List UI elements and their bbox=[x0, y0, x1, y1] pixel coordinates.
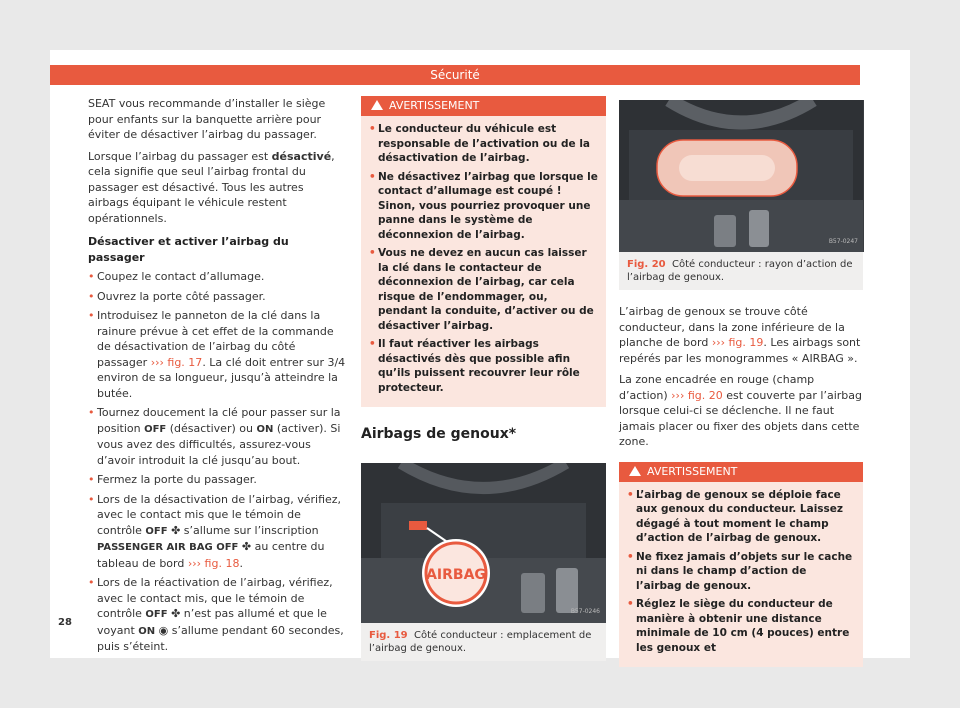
column-2 bbox=[361, 96, 606, 661]
step-6: • Lors de la désactivation de l’airbag, vérifiez, avec le contact mis que le témoin de contrôle OFF ✤ s’allume sur l’inscription PASSENGER AIR BAG OFF ✤ au centre du tableau de bord ››› fig. 18. bbox=[88, 492, 346, 572]
header-title: Sécurité bbox=[430, 68, 480, 82]
subheading: Désactiver et activer l’airbag du passager bbox=[88, 235, 289, 264]
knee-airbag-illustration bbox=[619, 100, 863, 252]
warning-item: • Ne fixez jamais d’objets sur le cache ni dans le champ d’action de l’airbag de genoux. bbox=[627, 550, 855, 594]
warning-item: • Il faut réactiver les airbags désactivés dès que possible afin qu’ils puissent recouvrer leur rôle protecteur. bbox=[369, 337, 598, 395]
section-title: Airbags de genoux* bbox=[361, 426, 517, 442]
on-symbol: ON bbox=[256, 423, 274, 435]
page-number: 28 bbox=[58, 617, 72, 628]
warning-triangle-icon bbox=[371, 100, 383, 110]
fig20-link[interactable]: ››› fig. 20 bbox=[671, 388, 723, 402]
figure-19-caption: Fig. 19 Côté conducteur : emplacement de l’airbag de genoux. bbox=[361, 623, 606, 661]
paragraph-deactivated: Lorsque l’airbag du passager est désactivé, cela signifie que seul l’airbag frontal du passager est désactivé. Tous les autres airbags équipant le véhicule restent opérationnels. bbox=[88, 149, 335, 225]
airbag-person-icon: ◉ bbox=[158, 623, 169, 637]
figure-19-image bbox=[361, 463, 606, 623]
warning-box-1 bbox=[361, 96, 606, 407]
figure-id: B57-0246 bbox=[570, 608, 600, 615]
figure-20-image bbox=[619, 100, 864, 252]
off-symbol: OFF bbox=[145, 525, 168, 537]
fig19-link[interactable]: ››› fig. 19 bbox=[711, 336, 764, 349]
fig18-link[interactable]: ››› fig. 18 bbox=[187, 556, 240, 570]
step-4: • Tournez doucement la clé pour passer sur la position OFF (désactiver) ou ON (activer). Si vous avez des difficultés, assurez-vous d’avoir introduit la clé jusqu’au bout. bbox=[88, 405, 346, 468]
step-3: • Introduisez le panneton de la clé dans la rainure prévue à cet effet de la commande de désactivation de l’airbag du côté passager ››› fig. 17. La clé doit entrer sur 3/4 environ de sa longueur, jusqu’à atteindre la butée. bbox=[88, 308, 346, 401]
off-symbol: OFF bbox=[144, 423, 167, 435]
airbag-label: AIRBAG bbox=[426, 566, 486, 583]
warning-header: AVERTISSEMENT bbox=[361, 96, 606, 116]
warning-item: • Le conducteur du véhicule est responsable de l’activation ou de la désactivation de l’airbag. bbox=[369, 122, 598, 166]
airbag-person-icon: ✤ bbox=[171, 523, 181, 537]
warning-item: • Réglez le siège du conducteur de manière à obtenir une distance minimale de 10 cm (4 pouces) entre les genoux et bbox=[627, 597, 855, 655]
figure-20-caption: Fig. 20 Côté conducteur : rayon d’action de l’airbag de genoux. bbox=[619, 252, 863, 290]
step-1: • Coupez le contact d’allumage. bbox=[88, 269, 346, 285]
car-interior-illustration bbox=[361, 463, 606, 623]
step-5: • Fermez la porte du passager. bbox=[88, 472, 346, 488]
figure-id: B57-0247 bbox=[828, 237, 858, 245]
step-2: • Ouvrez la porte côté passager. bbox=[88, 289, 346, 305]
warning-item: • Vous ne devez en aucun cas laisser la clé dans le contacteur de déconnexion de l’airbag, car cela risque de l’endommager, ou, pendant la conduite, d’activer ou de désactiver l’airbag. bbox=[369, 246, 598, 333]
warning-header: AVERTISSEMENT bbox=[619, 462, 863, 482]
warning-triangle-icon bbox=[629, 466, 641, 476]
warning-box-2 bbox=[619, 462, 863, 668]
intro-paragraph: SEAT vous recommande d’installer le siège pour enfants sur la banquette arrière pour éviter de désactiver l’airbag du passager. bbox=[88, 97, 326, 141]
on-symbol: ON bbox=[138, 625, 156, 637]
airbag-person-icon: ✤ bbox=[171, 607, 181, 620]
step-7: • Lors de la réactivation de l’airbag, vérifiez, avec le contact mis, que le témoin de contrôle OFF ✤ n’est pas allumé et que le voyant ON ◉ s’allume pendant 60 secondes, puis s’éteint. bbox=[88, 575, 346, 655]
paragraph-zone: La zone encadrée en rouge (champ d’action) ››› fig. 20 est couverte par l’airbag lorsque celui-ci se déclenche. Il ne faut jamais placer ou fixer des objets dans cette zone. bbox=[619, 373, 863, 448]
column-1 bbox=[88, 96, 346, 659]
fig17-link[interactable]: ››› fig. 17 bbox=[150, 355, 203, 369]
warning-item: • L’airbag de genoux se déploie face aux genoux du conducteur. Laissez dégagé à tout moment le champ d’action de l’airbag de genoux. bbox=[627, 488, 855, 546]
passenger-airbag-off-symbol: PASSENGER AIR BAG OFF bbox=[97, 542, 239, 553]
column-3 bbox=[619, 100, 863, 681]
warning-item: • Ne désactivez l’airbag que lorsque le contact d’allumage est coupé ! Sinon, vous pourriez provoquer une panne dans le système de déconnexion de l’airbag. bbox=[369, 170, 598, 243]
airbag-person-icon: ✤ bbox=[241, 540, 252, 553]
section-header bbox=[50, 65, 860, 85]
off-symbol: OFF bbox=[145, 609, 168, 620]
paragraph-location: L’airbag de genoux se trouve côté conducteur, dans la zone inférieure de la planche de bord ››› fig. 19. Les airbags sont repérés par les monogrammes « AIRBAG ». bbox=[619, 305, 861, 365]
